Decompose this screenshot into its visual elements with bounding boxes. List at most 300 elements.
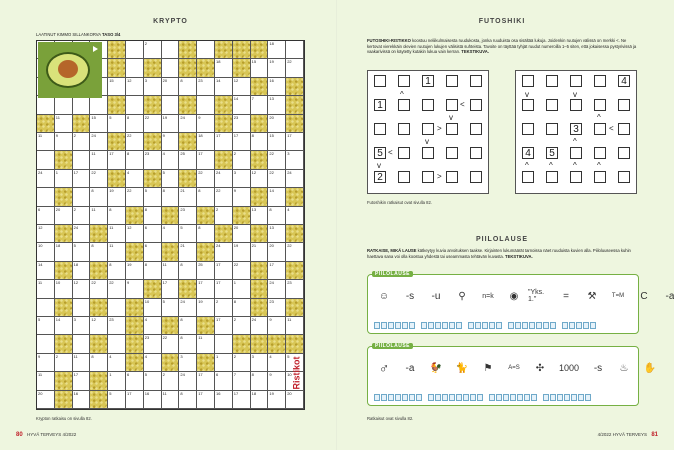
crossword-cell[interactable]	[215, 207, 233, 225]
cell[interactable]	[522, 99, 534, 111]
crossword-cell[interactable]	[215, 317, 233, 335]
crossword-cell[interactable]	[215, 243, 233, 261]
face-icon: ☺	[378, 290, 390, 302]
crossword-cell[interactable]	[144, 262, 162, 280]
crossword-cell[interactable]	[144, 78, 162, 96]
crossword-cell[interactable]	[73, 133, 91, 151]
crossword-cell[interactable]	[197, 299, 215, 317]
crossword-cell[interactable]	[144, 243, 162, 261]
crossword-cell[interactable]	[179, 243, 197, 261]
crossword-cell[interactable]	[126, 59, 144, 77]
crossword-cell[interactable]	[251, 96, 269, 114]
cell[interactable]	[570, 171, 582, 183]
crossword-cell[interactable]	[144, 207, 162, 225]
crossword-cell[interactable]	[197, 133, 215, 151]
cell[interactable]	[446, 147, 458, 159]
crossword-cell[interactable]	[108, 115, 126, 133]
crossword-cell[interactable]	[179, 78, 197, 96]
crossword-cell[interactable]	[90, 133, 108, 151]
crossword-cell[interactable]	[126, 280, 144, 298]
crossword-cell[interactable]	[37, 280, 55, 298]
crossword-cell[interactable]	[108, 391, 126, 409]
crossword-cell[interactable]	[37, 372, 55, 390]
sign: ^	[597, 161, 601, 170]
crossword-cell[interactable]	[73, 299, 91, 317]
crossword-cell[interactable]	[215, 280, 233, 298]
crossword-cell[interactable]	[90, 96, 108, 114]
crossword-cell[interactable]	[268, 133, 286, 151]
crossword-cell[interactable]	[268, 354, 286, 372]
cell-number: 11	[162, 261, 167, 267]
crossword-cell[interactable]	[162, 335, 183, 353]
crossword-cell[interactable]	[286, 151, 304, 169]
crossword-cell[interactable]	[126, 41, 144, 59]
crossword-cell[interactable]	[162, 77, 183, 96]
cell[interactable]	[446, 123, 458, 135]
answer-boxes[interactable]	[374, 322, 596, 329]
answer-boxes[interactable]	[374, 394, 591, 401]
crossword-cell[interactable]	[162, 224, 183, 243]
crossword-cell[interactable]	[286, 207, 304, 225]
crossword-cell[interactable]	[197, 372, 215, 390]
cell[interactable]	[470, 99, 482, 111]
cell-number: 2	[233, 353, 237, 359]
crossword-cell[interactable]	[286, 280, 304, 298]
cell[interactable]	[446, 75, 458, 87]
crossword-cell[interactable]	[37, 354, 55, 372]
crossword-cell[interactable]	[179, 188, 197, 206]
cell-number: 21	[180, 188, 185, 194]
crossword-cell[interactable]	[90, 170, 108, 188]
crossword-cell[interactable]	[55, 115, 73, 133]
crossword-cell[interactable]	[126, 170, 144, 188]
cell[interactable]	[570, 99, 582, 111]
crossword-cell[interactable]	[162, 299, 180, 317]
crossword-cell[interactable]	[162, 170, 180, 188]
crossword-cell[interactable]	[37, 133, 55, 151]
crossword-cell[interactable]	[108, 280, 126, 298]
cell-number: 15	[91, 114, 96, 120]
crossword-cell[interactable]	[144, 335, 162, 353]
crossword-cell[interactable]	[233, 133, 251, 151]
crossword-cell[interactable]	[197, 335, 215, 353]
crossword-cell[interactable]	[233, 280, 251, 298]
crossword-cell[interactable]	[162, 115, 180, 133]
crossword-cell[interactable]	[251, 353, 272, 372]
crossword-cell[interactable]	[233, 188, 251, 206]
crossword-cell[interactable]	[233, 151, 251, 169]
cell-number: 22	[126, 188, 132, 194]
crossword-cell[interactable]	[179, 115, 197, 133]
crossword-cell[interactable]	[197, 170, 215, 188]
cell[interactable]	[546, 75, 558, 87]
crossword-cell[interactable]	[90, 243, 108, 261]
crossword-cell[interactable]	[179, 207, 197, 225]
crossword-cell[interactable]	[126, 188, 144, 206]
cell[interactable]	[398, 171, 410, 183]
cell-number: 22	[198, 169, 203, 175]
cell[interactable]	[594, 75, 606, 87]
crossword-cell[interactable]	[90, 151, 108, 169]
crossword-cell[interactable]	[55, 280, 73, 298]
cell[interactable]	[398, 147, 410, 159]
crossword-cell[interactable]	[197, 151, 215, 169]
black-cell	[215, 225, 233, 243]
cell-number: 19	[269, 59, 274, 65]
crossword-cell[interactable]	[73, 262, 91, 280]
cell[interactable]	[398, 75, 410, 87]
page-number: 81	[651, 432, 658, 438]
crossword-cell[interactable]	[126, 151, 144, 169]
crossword-cell[interactable]	[73, 391, 91, 409]
crossword-cell[interactable]	[233, 299, 251, 317]
crossword-cell[interactable]	[251, 133, 269, 151]
crossword-cell[interactable]	[233, 262, 251, 280]
crossword-cell[interactable]	[286, 170, 304, 188]
crossword-cell[interactable]	[108, 243, 126, 261]
crossword-cell[interactable]	[197, 280, 215, 298]
crossword-cell[interactable]	[144, 354, 162, 372]
crossword-cell[interactable]	[37, 151, 55, 169]
crossword-cell[interactable]	[233, 243, 251, 261]
cell[interactable]	[522, 75, 534, 87]
crossword-cell[interactable]	[251, 206, 272, 225]
crossword-cell[interactable]	[179, 299, 197, 317]
cell[interactable]	[398, 99, 410, 111]
cell[interactable]	[618, 99, 630, 111]
crossword-cell[interactable]	[268, 225, 286, 243]
crossword-cell[interactable]	[37, 243, 55, 261]
cell[interactable]	[594, 147, 606, 159]
cell[interactable]	[470, 171, 482, 183]
crossword-cell[interactable]	[215, 354, 233, 372]
crossword-cell[interactable]	[73, 243, 94, 261]
crossword-cell[interactable]	[233, 78, 251, 96]
crossword-cell[interactable]	[73, 372, 91, 390]
crossword-cell[interactable]	[162, 280, 180, 298]
crossword-cell[interactable]	[268, 372, 286, 390]
crossword-cell[interactable]	[108, 372, 126, 390]
cell[interactable]	[546, 171, 558, 183]
cell[interactable]	[446, 99, 458, 111]
black-cell	[286, 299, 304, 317]
crossword-cell[interactable]	[268, 243, 286, 261]
crossword-cell[interactable]	[73, 335, 91, 353]
crossword-cell[interactable]	[197, 391, 215, 409]
cell[interactable]	[570, 147, 582, 159]
crossword-cell[interactable]	[233, 115, 251, 133]
crossword-cell[interactable]	[179, 262, 197, 280]
crossword-cell[interactable]	[162, 372, 180, 390]
crossword-cell[interactable]	[286, 133, 304, 151]
crossword-cell[interactable]	[215, 335, 233, 353]
crossword-cell[interactable]	[162, 390, 183, 409]
crossword-cell[interactable]	[215, 170, 233, 188]
right-folio	[598, 432, 658, 438]
crossword-cell[interactable]	[37, 335, 55, 353]
cell-number: 11	[38, 372, 43, 378]
cell[interactable]	[422, 171, 434, 183]
cell[interactable]	[446, 171, 458, 183]
crossword-cell[interactable]	[233, 96, 251, 114]
clue-text: C	[640, 290, 648, 302]
crossword-cell[interactable]	[144, 115, 162, 133]
crossword-cell[interactable]	[108, 78, 126, 96]
crossword-cell[interactable]	[108, 188, 126, 206]
crossword-cell[interactable]	[73, 225, 91, 243]
cell[interactable]	[374, 123, 386, 135]
crossword-cell[interactable]	[286, 391, 304, 409]
crossword-cell[interactable]	[73, 207, 91, 225]
crossword-cell[interactable]	[126, 225, 144, 243]
crossword-cell[interactable]	[90, 280, 108, 298]
cell-number: 23	[198, 77, 203, 83]
black-cell	[233, 207, 251, 225]
crossword-cell[interactable]	[286, 59, 304, 77]
cell[interactable]	[470, 147, 482, 159]
crossword-cell[interactable]	[108, 299, 126, 317]
crossword-cell[interactable]	[162, 151, 180, 169]
crossword-cell[interactable]	[233, 225, 251, 243]
crossword-cell[interactable]	[268, 78, 286, 96]
cell-number: 2	[215, 206, 219, 212]
crossword-cell[interactable]	[268, 96, 286, 114]
crossword-cell[interactable]	[37, 391, 55, 409]
cell[interactable]	[594, 123, 606, 135]
cell-number: 8	[162, 188, 165, 194]
crossword-cell[interactable]	[268, 299, 286, 317]
crossword-cell[interactable]	[162, 96, 180, 114]
crossword-cell[interactable]	[286, 243, 304, 261]
crossword-cell[interactable]	[197, 188, 215, 206]
rooster-icon: 🐓	[429, 362, 443, 374]
crossword-cell[interactable]	[197, 78, 215, 96]
crossword-cell[interactable]	[286, 41, 304, 59]
cell[interactable]	[618, 171, 630, 183]
cell[interactable]	[422, 99, 434, 111]
crossword-cell[interactable]	[251, 59, 269, 77]
crossword-cell[interactable]	[90, 207, 108, 225]
crossword-cell[interactable]	[144, 317, 162, 335]
crossword-cell[interactable]	[215, 133, 233, 151]
crossword-cell[interactable]	[268, 41, 286, 59]
cell[interactable]	[618, 147, 630, 159]
crossword-cell[interactable]	[251, 391, 269, 409]
crossword-cell[interactable]	[215, 188, 233, 206]
crossword-cell[interactable]	[286, 317, 304, 335]
crossword-cell[interactable]	[55, 317, 73, 335]
crossword-cell[interactable]	[108, 354, 126, 372]
cell-number: 4	[144, 353, 148, 359]
crossword-cell[interactable]	[233, 372, 251, 390]
cell[interactable]	[522, 123, 534, 135]
crossword-cell[interactable]	[144, 372, 162, 390]
crossword-cell[interactable]	[215, 391, 233, 409]
crossword-cell[interactable]	[126, 133, 144, 151]
cell[interactable]	[594, 99, 606, 111]
crossword-cell[interactable]	[179, 225, 197, 243]
crossword-cell[interactable]	[55, 96, 73, 114]
crossword-cell[interactable]	[162, 261, 183, 280]
crossword-cell[interactable]	[215, 59, 233, 77]
crossword-cell[interactable]	[144, 188, 162, 206]
crossword-cell[interactable]	[268, 280, 286, 298]
crossword-cell[interactable]	[73, 170, 91, 188]
crossword-cell[interactable]	[233, 354, 251, 372]
crossword-cell[interactable]	[268, 59, 286, 77]
crossword-cell[interactable]	[144, 225, 162, 243]
crossword-cell[interactable]	[108, 335, 126, 353]
crossword-cell[interactable]	[73, 280, 91, 298]
crossword-cell[interactable]	[144, 299, 162, 317]
crossword-cell[interactable]	[215, 78, 233, 96]
crossword-cell[interactable]	[73, 353, 94, 372]
cell-number: 19	[198, 298, 203, 304]
crossword-cell[interactable]	[215, 299, 233, 317]
crossword-cell[interactable]	[37, 170, 55, 188]
crossword-cell[interactable]	[144, 41, 162, 59]
black-cell	[126, 335, 144, 353]
crossword-cell[interactable]	[73, 188, 94, 206]
crossword-cell[interactable]	[144, 391, 162, 409]
cell-number: 8	[126, 114, 130, 120]
crossword-cell[interactable]	[162, 41, 180, 59]
piilolause-tag: PIILOLAUSE	[372, 271, 413, 277]
cell-number: 14	[233, 96, 239, 102]
crossword-cell[interactable]	[268, 262, 286, 280]
cell-number: 9	[55, 132, 59, 138]
crossword-cell[interactable]	[126, 391, 144, 409]
crossword-cell[interactable]	[90, 115, 108, 133]
crossword-cell[interactable]	[37, 96, 55, 114]
crossword-cell[interactable]	[233, 317, 251, 335]
crossword-cell[interactable]	[37, 225, 55, 243]
piilolause-solution-note: Ratkaisut ovat sivulla 82.	[367, 416, 414, 421]
crossword-cell[interactable]	[162, 133, 180, 151]
crossword-cell[interactable]	[37, 262, 55, 280]
cell-number: 25	[180, 151, 185, 157]
crossword-cell[interactable]	[126, 262, 144, 280]
cell[interactable]	[618, 123, 630, 135]
cell[interactable]	[398, 123, 410, 135]
crossword-cell[interactable]	[108, 151, 126, 169]
crossword-cell[interactable]	[55, 170, 73, 188]
crossword-cell[interactable]	[197, 115, 215, 133]
crossword-cell[interactable]	[55, 354, 73, 372]
cell-number: 22	[162, 335, 168, 341]
cell[interactable]	[374, 75, 386, 87]
crossword-cell[interactable]	[55, 133, 73, 151]
crossword-cell[interactable]	[197, 262, 215, 280]
crossword-cell[interactable]	[197, 96, 215, 114]
crossword-cell[interactable]	[162, 188, 180, 206]
crossword-cell[interactable]	[108, 207, 126, 225]
crossword-cell[interactable]	[162, 59, 180, 77]
crossword-cell[interactable]	[90, 354, 108, 372]
black-cell	[215, 151, 233, 169]
crossword-cell[interactable]	[90, 188, 108, 206]
crossword-cell[interactable]	[268, 170, 286, 188]
cell-number: 2	[55, 353, 59, 359]
crossword-cell[interactable]	[215, 372, 233, 390]
cell-number: 9	[38, 353, 41, 359]
crossword-cell[interactable]	[179, 391, 197, 409]
krypto-grid	[36, 40, 305, 410]
crossword-cell[interactable]	[268, 207, 286, 225]
black-cell	[197, 207, 215, 225]
crossword-cell[interactable]	[108, 225, 126, 243]
cell-number: 17	[233, 390, 239, 396]
crossword-cell[interactable]	[251, 170, 269, 188]
crossword-cell[interactable]	[73, 96, 91, 114]
crossword-cell[interactable]	[37, 299, 55, 317]
crossword-cell[interactable]	[126, 372, 144, 390]
cell-number: 24	[269, 280, 274, 286]
crossword-cell[interactable]	[268, 317, 286, 335]
crossword-cell[interactable]	[179, 372, 197, 390]
black-cell	[197, 354, 215, 372]
crossword-cell[interactable]	[233, 391, 251, 409]
crossword-cell[interactable]	[108, 317, 126, 335]
given-cell: 5	[374, 147, 386, 159]
crossword-cell[interactable]	[233, 170, 251, 188]
cell[interactable]	[422, 147, 434, 159]
black-cell	[144, 170, 162, 188]
crossword-cell[interactable]	[55, 207, 73, 225]
cell-number: 17	[198, 372, 203, 378]
crossword-cell[interactable]	[268, 391, 286, 409]
black-cell	[251, 151, 269, 169]
crossword-cell[interactable]	[197, 225, 215, 243]
cell[interactable]	[594, 171, 606, 183]
crossword-cell[interactable]	[268, 115, 286, 133]
crossword-cell[interactable]	[37, 317, 55, 335]
cell[interactable]	[546, 123, 558, 135]
crossword-cell[interactable]	[73, 317, 91, 335]
crossword-cell[interactable]	[73, 151, 91, 169]
crossword-cell[interactable]	[126, 78, 144, 96]
crossword-cell[interactable]	[55, 243, 73, 261]
crossword-cell[interactable]	[90, 317, 108, 335]
crossword-cell[interactable]	[215, 262, 233, 280]
cell[interactable]	[522, 171, 534, 183]
crossword-cell[interactable]	[251, 243, 269, 261]
crossword-cell[interactable]	[179, 317, 197, 335]
crossword-cell[interactable]	[251, 316, 272, 335]
crossword-cell[interactable]	[108, 262, 126, 280]
crossword-cell[interactable]	[268, 151, 286, 169]
page-number: 80	[16, 432, 23, 438]
cell[interactable]	[422, 123, 434, 135]
crossword-cell[interactable]	[197, 41, 215, 59]
cell[interactable]	[470, 123, 482, 135]
crossword-cell[interactable]	[37, 188, 55, 206]
crossword-cell[interactable]	[126, 115, 144, 133]
cell[interactable]	[546, 99, 558, 111]
crossword-cell[interactable]	[144, 151, 162, 169]
cell[interactable]	[570, 75, 582, 87]
cell[interactable]	[470, 75, 482, 87]
crossword-cell[interactable]	[179, 354, 197, 372]
crossword-cell[interactable]	[179, 151, 197, 169]
cell-number: 17	[109, 151, 114, 157]
crossword-cell[interactable]	[179, 335, 197, 353]
crossword-cell[interactable]	[251, 372, 272, 390]
crossword-cell[interactable]	[268, 188, 286, 206]
crossword-cell[interactable]	[126, 96, 144, 114]
cell-number: 2	[233, 316, 237, 322]
crossword-cell[interactable]	[37, 207, 55, 225]
